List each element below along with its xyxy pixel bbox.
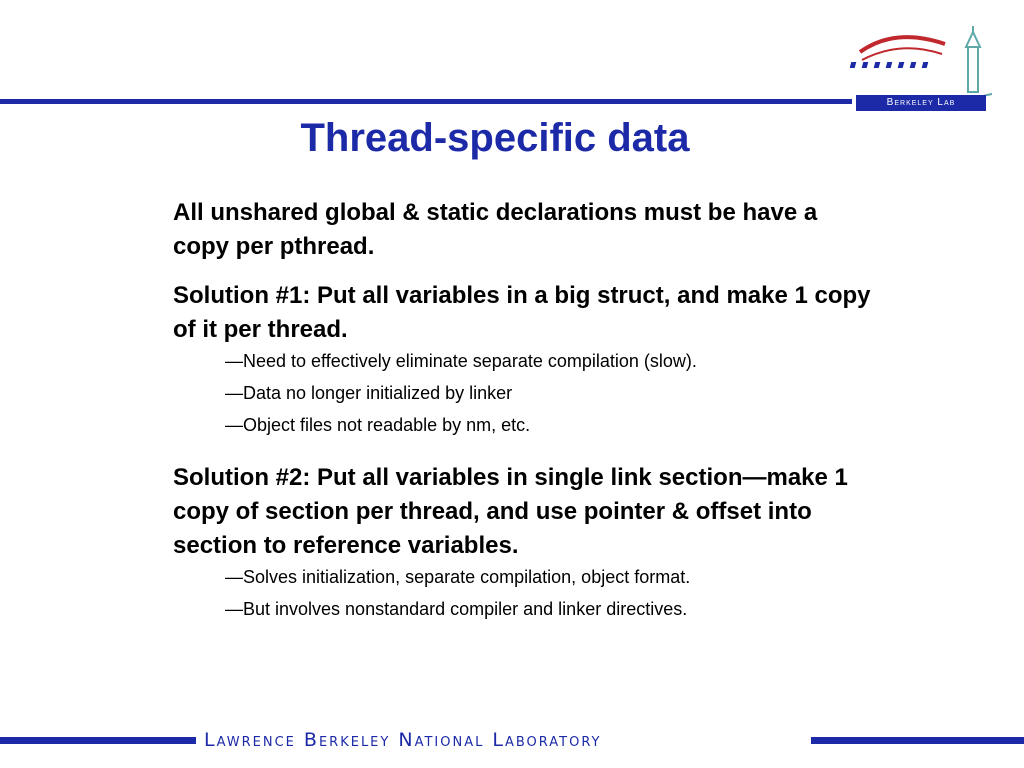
- solution-1-point: —Object files not readable by nm, etc.: [225, 415, 531, 435]
- footer-rule-left: [0, 737, 196, 744]
- solution-1-points: [173, 345, 873, 441]
- intro-paragraph: All unshared global & static declarations must be have a copy per pthread.: [173, 199, 818, 260]
- solution-1-point: —Data no longer initialized by linker: [225, 383, 513, 403]
- slide-title: Thread-specific data: [300, 116, 690, 160]
- solution-2-points: [173, 561, 873, 625]
- berkeley-lab-label: Berkeley Lab: [856, 95, 986, 111]
- footer-lab-name: Lawrence Berkeley National Laboratory: [204, 729, 602, 751]
- slide-body: [173, 196, 873, 645]
- solution-2-paragraph: Solution #2: Put all variables in single link section—make 1 copy of section per thread, and use pointer & offset into section to reference variables.: [173, 464, 848, 559]
- solution-1-paragraph: Solution #1: Put all variables in a big struct, and make 1 copy of it per thread.: [173, 282, 871, 343]
- header-rule: [0, 99, 852, 104]
- solution-2-point: —But involves nonstandard compiler and linker directives.: [225, 599, 688, 619]
- footer-rule-right: [811, 737, 1024, 744]
- solution-2-point: —Solves initialization, separate compilation, object format.: [225, 567, 691, 587]
- solution-1-point: —Need to effectively eliminate separate compilation (slow).: [225, 351, 697, 371]
